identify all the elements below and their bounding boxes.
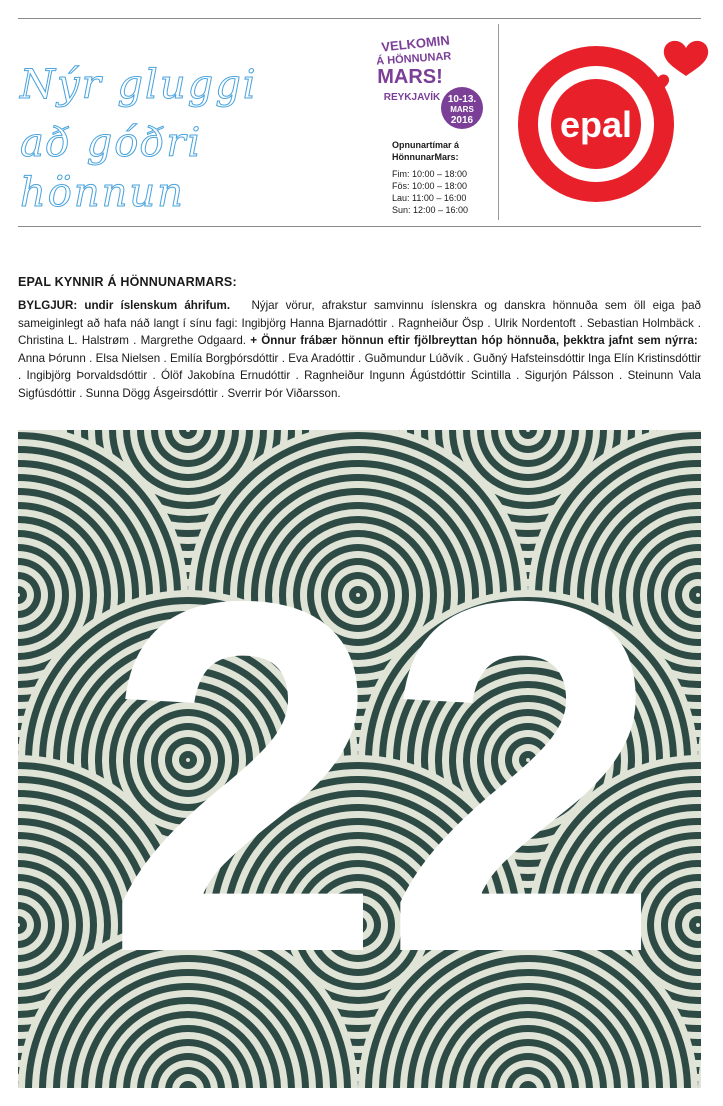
epal-logo	[510, 38, 710, 214]
tagline-line-2: að góðri	[20, 120, 203, 166]
big-number: 22	[104, 497, 662, 1056]
header-divider	[498, 24, 499, 220]
badge-line-4: REYKJAVÍK	[383, 92, 441, 103]
opening-hours-title: Opnunartímar á HönnunarMars:	[392, 140, 460, 162]
hours-row: Sun: 12:00 – 16:00	[392, 205, 469, 215]
tagline-line-3: hönnun	[20, 170, 185, 216]
badge-date-3: 2016	[450, 115, 474, 126]
logo-text: epal	[559, 104, 633, 145]
badge-line-2: Á HÖNNUNAR	[375, 50, 452, 68]
hours-row: Fös: 10:00 – 18:00	[392, 181, 468, 191]
article-text-1: Nýjar vörur, afrakstur samvinnu íslenskra og danskra hönnuða sem öll eiga það sameiginlegt að hafa náð langt í sínu fagi: Ingibjörg Hanna Bjarnadóttir . Ragnheiður Ösp . Ulrik Nordentoft . Sebastian Holmbäck . Christina L. Halstrøm . Margrethe Odgaard.	[18, 299, 702, 347]
article-lead: BYLGJUR: undir íslenskum áhrifum.	[18, 299, 231, 312]
badge-line-1: VELKOMIN	[380, 32, 451, 55]
hours-row: Fim: 10:00 – 18:00	[392, 169, 468, 179]
opening-hours	[392, 168, 468, 216]
tagline-line-1: Nýr gluggi	[20, 62, 258, 108]
article-text-2: Anna Þórunn . Elsa Nielsen . Emilía Borgþórsdóttir . Eva Aradóttir . Guðmundur Lúðvík . Guðný Hafsteinsdóttir Inga Elín Kristinsdóttir . Ingibjörg Þorvaldsdóttir . Ólöf Jakobína Ernudóttir . Ragnheiður Ingunn Ágústdóttir Scintilla . Sigurjón Pálsson . Steinunn Vala Sigfúsdóttir . Sunna Dögg Ásgeirsdóttir . Sverrir Þór Viðarsson.	[18, 351, 701, 400]
top-rule	[18, 18, 701, 19]
badge-date-1: 10-13.	[447, 94, 477, 105]
waves-artwork	[18, 430, 701, 1088]
heart-large-icon	[664, 41, 708, 76]
article-heading: EPAL KYNNIR Á HÖNNUNARMARS:	[18, 275, 237, 289]
badge-date-2: MARS	[450, 105, 474, 114]
article-body	[18, 297, 701, 402]
honnunarmars-badge	[362, 28, 490, 132]
badge-line-3: MARS!	[377, 66, 443, 88]
article-mid: + Önnur frábær hönnun eftir fjölbreyttan hóp hönnuða, þekktra jafnt sem nýrra:	[250, 334, 698, 347]
header-bottom-rule	[18, 226, 701, 227]
hours-row: Lau: 11:00 – 16:00	[392, 193, 467, 203]
